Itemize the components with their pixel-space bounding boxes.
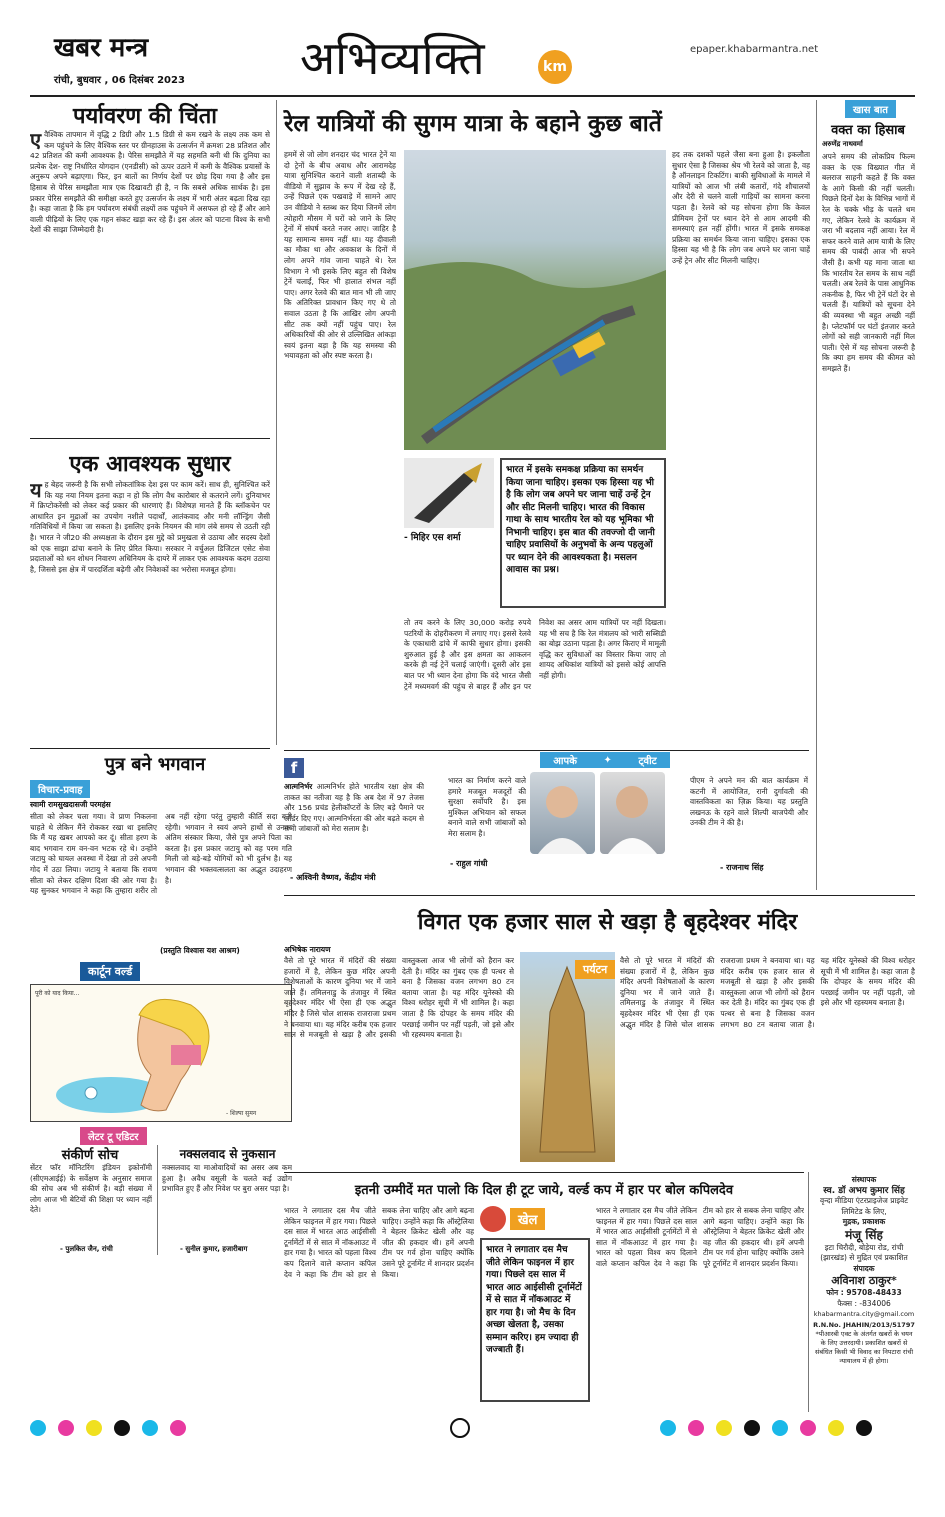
column-title: वक्त का हिसाब <box>831 123 905 138</box>
letter-1-title: संकीर्ण सोच <box>61 1148 119 1163</box>
sports-body-cont: भारत ने लगातार दस मैच जीते लेकिन फाइनल में हार गया। पिछले दस साल में भारत आठ आईसीसी टूर्नामेंटों में से सात में नॉकआउट में हार गया है। भारत को पहला विश्व कप दिलाने वाले कप्तान कपिल देव ने कहा कि टीम को हार से सबक लेना चाहिए और आगे बढ़ना चाहिए। उन्होंने कहा कि ऑस्ट्रेलिया ने बेहतर क्रिकेट खेली और वह जीत की हकदार थी। हमें अपनी टीम पर गर्व होना चाहिए क्योंकि उसने पूरे टूर्नामेंट में शानदार प्रदर्शन किया। <box>596 1206 804 1268</box>
cartoon-tag: कार्टून वर्ल्ड <box>80 962 140 981</box>
epaper-site[interactable]: epaper.khabarmantra.net <box>690 44 819 55</box>
sports-headline: इतनी उम्मीदें मत पालो कि दिल ही टूट जाये, वर्ल्ड कप में हार पर बोल कपिलदेव <box>354 1183 734 1198</box>
lead-photo <box>404 150 666 450</box>
vichar-pravah-tag: विचार-प्रवाह <box>30 780 90 798</box>
imprint-label: संस्थापक <box>851 1175 877 1184</box>
sports-pull-quote <box>480 1238 590 1402</box>
fb-quote-text: आत्मनिर्भर होते भारतीय रक्षा क्षेत्र की ताकत का नतीजा यह है कि अब देश में 97 तेजस और 156 प्रचंड हेलीकॉप्टरों के लिए बड़े पैमाने पर ऑर्डर दिए गए। आत्मनिर्भरता की ओर बढ़ते कदम से सभी जांबाजों को मेरा सलाम है। <box>284 782 424 834</box>
masthead-brand: खबर मन्त्र <box>54 33 149 63</box>
editorial-1-text: वैश्विक तापमान में वृद्धि 2 डिग्री और 1.5 डिग्री से कम रखने के लक्ष्य तक कम से कम पहुंचने के लिए वैश्विक स्तर पर ग्रीनहाउस के उत्सर्जन में क्रमशः 28 प्रतिशत और 42 प्रतिशत की कमी आवश्यक है। पेरिस समझौते में यह सहमति बनी थी कि दुनिया का प्रत्येक देश- राष्ट्र निर्धारित योगदान (एनडीसी) को ऊपर उठाने में कमी के वैश्विक प्रयासों के अनुरूप अपने बढ़ाएगा। फिर, इन बातों का निर्णय देशों पर छोड़ दिया गया है और इस हिसाब से पेरिस समझौता मात्र एक दिखावटी ही है, न कि सबसे अधिक सार्थक है। इस प्रकार पेरिस समझौते की समीक्षा करते हुए उत्सर्जन के लक्ष्य में भारी अंतर बढ़ता दिख रहा है। कहा जाता है कि हम पर्यावरण संबंधी लक्ष्यों तक पहुंचने में असफल हो रहे हैं और आने वाली पीढ़ियों के लिए एक गहन संकट खड़ा कर रहे हैं। इस अंतर को पाटना विश्व के सभी देशों की साझा जिम्मेदारी है। <box>30 130 270 235</box>
crosshair-icon <box>450 1418 470 1438</box>
editorial-3-title: पुत्र बने भगवान <box>104 754 206 775</box>
imprint-address: इटा चिरौदी, बोड़ेया रोड, रांची (झारखंड) से मुद्रित एवं प्रकाशित <box>820 1242 908 1262</box>
sports-pull-quote-text: भारत ने लगातार दस मैच जीते लेकिन फाइनल में हार गया। पिछले दस साल में भारत आठ आईसीसी टूर्नामेंटों में से सात में नॉकआउट में हार गया है। जो मैच के दिन अच्छा खेलता है, उसका सम्मान करिए। हम ज्यादा ही जज्बाती हैं। <box>486 1245 582 1355</box>
editorial-2-title: एक आवश्यक सुधार <box>69 452 231 477</box>
letter-1-body: सेंटर फॉर मॉनिटरिंग इंडियन इकोनॉमी (सीएमआईई) के सर्वेक्षण के अनुसार समाज की सोच अब भी संकीर्ण है। बड़ी संख्या में लोग आज भी बेटियों की शिक्षा पर ध्यान नहीं देते। <box>30 1163 152 1215</box>
registration-marks-right <box>660 1420 884 1440</box>
facebook-icon: f <box>284 758 304 778</box>
rahul-quote: भारत का निर्माण करने वाले हमारे मजबूत मजदूरों की सुरक्षा सर्वोपरि है। इस मुश्किल अभियान को सफल बनाने वाले सभी जांबाजों को मेरा सलाम है। <box>448 776 526 838</box>
cartoon-credit: - शिल्पा सुमन <box>226 1110 257 1117</box>
imprint-email[interactable]: khabarmantra.city@gmail.com <box>813 1310 915 1318</box>
rajnath-photo <box>600 772 665 854</box>
fb-label: आत्मनिर्भर <box>284 782 313 791</box>
temple-headline: विगत एक हजार साल से खड़ा है बृहदेश्वर मंदिर <box>417 910 798 935</box>
letter-1-author: - पुलकित जैन, रांची <box>60 1245 113 1253</box>
tweet-header-left: आपके <box>553 756 577 767</box>
imprint-printer: मंजू सिंह <box>845 1227 883 1242</box>
lead-pull-quote-text: भारत में इसके समकक्ष प्रक्रिया का समर्थन किया जाना चाहिए। इसका एक हिस्सा यह भी है कि लोग जब अपने घर जाना चाहें उन्हें ट्रेन और सीट मिलनी चाहिए। भारत की विकास गाथा के साथ भारतीय रेल को यह भूमिका भी निभानी चाहिए। इस बात की तवज्जो दी जानी चाहिए प्रवासियों के अनुभवों के अन्य पहलुओं पर ध्यान देने की आवश्यकता है। मसलन आवास का प्रश्न। <box>506 465 655 575</box>
column-author: अरुणेंद्र नाथवर्मा <box>822 140 863 148</box>
sports-tag-wrap <box>480 1206 600 1232</box>
editorial-1-title: पर्यावरण की चिंता <box>73 104 217 129</box>
imprint-founder: स्व. डॉ अभय कुमार सिंह <box>823 1185 905 1196</box>
imprint-editor: अविनाश ठाकुर* <box>831 1274 897 1287</box>
rajnath-quote: पीएम ने अपने मन की बात कार्यक्रम में कटनी में आयोजित, रानी दुर्गावती की वास्तविकता का ज़िक्र किया। यह प्रस्तुति लखनऊ के रहने वाले शिल्पी बाजपेयी और उनकी टीम ने की है। <box>690 776 808 828</box>
imprint-phone: फोन : 95708-48433 <box>826 1288 902 1297</box>
lead-body-right: हद तक दशकों पहले जैसा बना हुआ है। इकलौता सुधार ऐसा है जिसका श्रेय भी रेलवे को जाता है, वह है ऑनलाइन टिकटिंग। बाकी सुविधाओं के मामले में यात्रियों को आज भी लंबी कतारों, गंदे शौचालयों और देरी से चलने वाली गाड़ियों का सामना करना पड़ता है। रेलवे को यह सोचना होगा कि केवल प्रीमियम ट्रेनों पर ध्यान देने से आम आदमी की समस्याएं हल नहीं होंगी। भारत में इसके समकक्ष प्रक्रिया का समर्थन किया जाना चाहिए। इसका एक हिस्सा यह भी है कि लोग जब अपने घर जाना चाहें उन्हें ट्रेन और सीट मिलनी चाहिए। <box>672 150 810 265</box>
vichar-author: स्वामी रामसुखदासजी परमहंस <box>30 800 111 809</box>
cartoon-caption: पूरी को याद किया... <box>35 990 80 997</box>
section-title: अभिव्यक्ति <box>300 31 485 85</box>
temple-body: वैसे तो पूरे भारत में मंदिरों की संख्या हजारों में है, लेकिन कुछ मंदिर अपनी विशेषताओं के कारण दुनिया भर में जाने जाते हैं। तमिलनाडु के तंजावुर में स्थित बृहदेश्वर मंदिर भी ऐसा ही एक अद्भुत मंदिर है जिसे चोल शासक राजराजा प्रथम ने बनवाया था। यह मंदिर करीब एक हजार साल से मजबूती से खड़ा है और इसकी वास्तुकला आज भी लोगों को हैरान कर देती है। मंदिर का गुंबद एक ही पत्थर से बना है जिसका वजन लगभग 80 टन बताया जाता है। यह मंदिर यूनेस्को की विश्व धरोहर सूची में भी शामिल है। कहा जाता है कि दोपहर के समय मंदिर की परछाई जमीन पर नहीं पड़ती, जो इसे और भी रहस्यमय बनाता है। <box>284 956 514 1040</box>
temple-author: अभिषेक नारायण <box>284 945 331 954</box>
editorial-2-dropcap: य <box>30 480 42 502</box>
rahul-photo <box>530 772 595 854</box>
imprint-rni: R.N.No. JHAHIN/2013/51797 <box>813 1320 915 1329</box>
letter-2-body: नक्सलवाद या माओवादियों का असर अब कम हुआ है। अवैध वसूली के चलते कई उद्योग प्रभावित हुए हैं और निवेश पर बुरा असर पड़ा है। <box>162 1163 292 1194</box>
portrait-icon <box>600 772 665 854</box>
portrait-icon <box>530 772 595 854</box>
km-logo <box>538 50 572 84</box>
sports-tag: खेल <box>510 1208 545 1230</box>
logo-letters: km <box>543 59 567 75</box>
lead-pull-quote <box>500 458 666 608</box>
twitter-icon: ✦ <box>603 754 612 766</box>
imprint-box <box>812 1175 916 1410</box>
cartoon-panel <box>30 984 292 1122</box>
imprint-note: *पीआरबी एक्ट के अंतर्गत खबरों के चयन के लिए उत्तरदायी। प्रकाशित खबरों से संबंधित किसी भी विवाद का निपटारा रांची न्यायालय में ही होगा। <box>814 1330 914 1365</box>
imprint-printer-label: मुद्रक, प्रकाशक <box>842 1217 886 1226</box>
tweet-header-right: ट्वीट <box>638 756 657 767</box>
paryatan-tag: पर्यटन <box>575 960 615 979</box>
khas-baat-tag: खास बात <box>845 100 896 118</box>
rajnath-author: - राजनाथ सिंह <box>720 863 764 872</box>
fb-author: - अश्विनी वैष्णव, केंद्रीय मंत्री <box>290 873 376 882</box>
pen-image <box>404 458 494 528</box>
sports-body: भारत ने लगातार दस मैच जीते लेकिन फाइनल में हार गया। पिछले दस साल में भारत आठ आईसीसी टूर्नामेंटों में से सात में नॉकआउट में हार गया है। भारत को पहला विश्व कप दिलाने वाले कप्तान कपिल देव ने कहा कि टीम को हार से सबक लेना चाहिए और आगे बढ़ना चाहिए। उन्होंने कहा कि ऑस्ट्रेलिया ने बेहतर क्रिकेट खेली और वह जीत की हकदार थी। हमें अपनी टीम पर गर्व होना चाहिए क्योंकि उसने पूरे टूर्नामेंट में शानदार प्रदर्शन किया। <box>284 1206 474 1279</box>
imprint-publisher-info: वृन्दा मीडिया एंटरप्राइजेज प्राइवेट लिमिटेड के लिए, <box>819 1196 909 1216</box>
lead-body-mid: तो तय करने के लिए 30,000 करोड़ रुपये पटरियों के दोहरीकरण में लगाए गए। इससे रेलवे के एकाधारी ढांचे में काफी सुधार होगा। इसकी शुरुआत हुई है और इस क्षमता का आकलन करके ही नई ट्रेनें चलाई जाएंगी। दूसरी ओर इस बात पर भी ध्यान देना होगा कि वंदे भारत जैसी ट्रेनें मध्यमवर्ग की पहुंच से बाहर हैं और इन पर निवेश का असर आम यात्रियों पर नहीं दिखता। यह भी सच है कि रेल मंत्रालय को भारी सब्सिडी का बोझ उठाना पड़ता है। अगर किराए में मामूली वृद्धि कर सुविधाओं का विस्तार किया जाए तो शायद अधिकांश यात्रियों को इससे कोई आपत्ति नहीं होगी। <box>404 618 666 691</box>
lead-body-left: हममें से जो लोग शनदार चंद भारत ट्रेनें या दो ट्रेनों के बीच अवाध और आरामदेह यात्रा सुनिश्चित कराने वाली शताब्दी के वीडियो में सुझाव के रूप में देख रहे हैं, उन्हें पिछले एक पखवाड़े में सामने आए उन वीडियो ने स्तब्ध कर दिया जिनमें लोग त्योहारी मौसम में घरों को जाने के लिए ट्रेनों में संघर्ष करते नजर आए। जाहिर है यह सामान्य समय नहीं था। यह दीवाली का मौका था और अवकाश के दिनों में लोग अपने गांव जाना चाहते थे। रेल विभाग ने भी इसके लिए बहुत सी विशेष ट्रेनें चलाईं, फिर भी हालात संभल नहीं पाए। अगर रेलवे की बात मान भी ली जाए कि अतिरिक्त प्रावधान किए गए थे तो सवाल उठता है कि आखिर लोग अपनी सीट तक क्यों नहीं पहुंच पाए। रेल अधिकारियों की ओर से उल्लिखित आंकड़ा स्वयं इतना बड़ा है कि यह समस्या की भयावहता को और स्पष्ट करता है। <box>284 150 396 361</box>
rahul-author: - राहुल गांधी <box>450 859 488 868</box>
lead-author: - मिहिर एस शर्मा <box>404 533 461 543</box>
letters-tag: लेटर टू एडिटर <box>80 1127 147 1145</box>
tweet-header <box>540 752 670 768</box>
temple-body-cont: वैसे तो पूरे भारत में मंदिरों की संख्या हजारों में है, लेकिन कुछ मंदिर अपनी विशेषताओं के कारण दुनिया भर में जाने जाते हैं। तमिलनाडु के तंजावुर में स्थित बृहदेश्वर मंदिर भी ऐसा ही एक अद्भुत मंदिर है जिसे चोल शासक राजराजा प्रथम ने बनवाया था। यह मंदिर करीब एक हजार साल से मजबूती से खड़ा है और इसकी वास्तुकला आज भी लोगों को हैरान कर देती है। मंदिर का गुंबद एक ही पत्थर से बना है जिसका वजन लगभग 80 टन बताया जाता है। यह मंदिर यूनेस्को की विश्व धरोहर सूची में भी शामिल है। कहा जाता है कि दोपहर के समय मंदिर की परछाई जमीन पर नहीं पड़ती, जो इसे और भी रहस्यमय बनाता है। <box>620 956 915 1029</box>
editorial-1-body <box>30 130 270 400</box>
cartoon-drawing <box>31 985 291 1121</box>
editorial-2-body <box>30 480 270 730</box>
column-body: अपने समय की लोकप्रिय फिल्म वक्त के एक विख्यात गीत में बलराज साहनी कहते हैं कि वक्त के आगे किसी की नहीं चलती। पिछले दिनों देश के विभिन्न भागों में रेल के चक्के भीड़ के चलते थम गए, लेकिन रेलवे के कार्यक्रम में जरा भी बदलाव नहीं आया। रेल में सफर करने वाले आम यात्री के लिए समय की पाबंदी आज भी सपने जैसी है। कभी यह माना जाता था कि भारतीय रेल समय के साथ नहीं चलती। अब रेलवे के पास आधुनिक तकनीक है, फिर भी ट्रेनें घंटों देर से चलती हैं। यात्रियों को सूचना देने की व्यवस्था भी बहुत अच्छी नहीं है। प्लेटफॉर्म पर घंटों इंतजार करते लोगों को सही जानकारी नहीं मिल पाती। ऐसे में यह सोचना जरूरी है कि क्या हम समय की कीमत को समझते हैं। <box>822 152 915 373</box>
registration-marks-left <box>30 1420 198 1440</box>
letter-2-author: - सुनील कुमार, हजारीबाग <box>180 1245 248 1253</box>
letter-2-title: नक्सलवाद से नुकसान <box>179 1147 276 1161</box>
vichar-body: सीता को लेकर चला गया। वे प्राण निकलना चाहते थे लेकिन मैंने रोककर रखा था इसलिए कि मैं यह खबर आपको कर दूं। सीता हरण के बाद भगवान राम वन-वन भटक रहे थे। उन्होंने जटायु को घायल अवस्था में देखा तो उसे अपनी गोद में उठा लिया। जटायु ने बताया कि रावण सीता को लेकर दक्षिण दिशा की ओर गया है। यह सुनकर भगवान ने कहा कि तुम्हारा शरीर तो अब नहीं रहेगा परंतु तुम्हारी कीर्ति सदा बनी रहेगी। भगवान ने स्वयं अपने हाथों से उनका अंतिम संस्कार किया, जैसे पुत्र अपने पिता का करता है। इस प्रकार जटायु को वह परम गति मिली जो बड़े-बड़े योगियों को भी दुर्लभ है। यह भगवान की भक्तवत्सलता का अद्भुत उदाहरण है। <box>30 812 292 896</box>
imprint-editor-label: संपादक <box>853 1263 875 1273</box>
masthead-dateline: रांची, बुधवार , 06 दिसंबर 2023 <box>54 75 185 86</box>
imprint-fax: फैक्स : -834006 <box>837 1298 891 1308</box>
fb-quote <box>284 782 424 870</box>
temple-photo <box>520 952 615 1162</box>
temple-tower-icon <box>520 952 615 1162</box>
editorial-1-dropcap: ए <box>30 130 42 152</box>
vichar-credit: (प्रस्तुति विश्वास यश आश्रम) <box>160 946 240 955</box>
train-photo <box>404 150 666 450</box>
sports-icon <box>480 1206 506 1232</box>
lead-headline: रेल यात्रियों की सुगम यात्रा के बहाने कुछ बातें <box>284 111 662 137</box>
editorial-2-text: ह बेहद जरूरी है कि सभी लोकतांत्रिक देश इस पर काम करें। साथ ही, सुनिश्चित करें कि यह नया नियम इतना कड़ा न हो कि लोग वैध कारोबार से कतराने लगें। दुनियाभर में क्रिप्टोकरेंसी को लेकर कई प्रकार की धारणाएं हैं। विशेषज्ञ मानते हैं कि ब्लॉकचेन पर आधारित इन मुद्राओं का उपयोग नशीले पदार्थों, आतंकवाद और मनी लॉन्ड्रिंग जैसी गतिविधियों में किया जा सकता है। इसलिए इनके नियमन की मांग लंबे समय से उठती रही है। भारत ने जी20 की अध्यक्षता के दौरान इस मुद्दे को प्रमुखता से उठाया और सदस्य देशों को एक साझा ढांचा बनाने के लिए प्रेरित किया। सरकार ने वर्चुअल डिजिटल एसेट सेवा प्रदाताओं को धन शोधन निवारण अधिनियम के दायरे में लाकर एक आवश्यक कदम उठाया है, जिससे इस क्षेत्र में पारदर्शिता बढ़ेगी और निवेशकों का भरोसा मजबूत होगा। <box>30 480 270 574</box>
fountain-pen-icon <box>404 458 494 528</box>
